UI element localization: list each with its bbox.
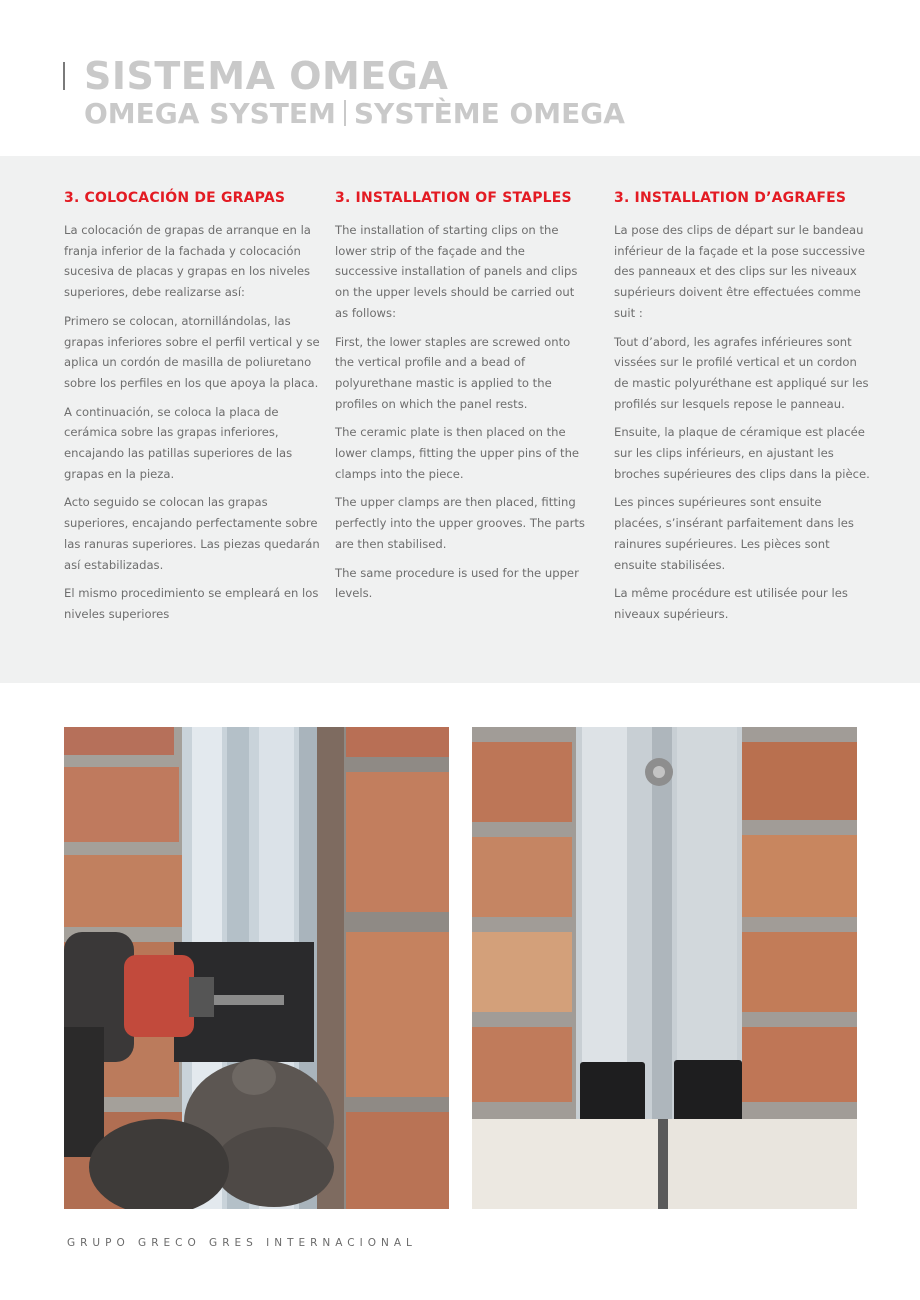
subtitle-french: SYSTÈME OMEGA	[353, 97, 625, 130]
paragraph: La même procédure est utilisée pour les niveaux supérieurs.	[614, 586, 848, 621]
heading-english: 3. INSTALLATION OF STAPLES	[335, 190, 572, 206]
brick-wall-right	[316, 727, 449, 1209]
paragraph: La pose des clips de départ sur le bandeau inférieur de la façade et la pose successive des panneaux et des clips sur les niveaux supérieurs doivent être effectuées comme suit :	[614, 223, 865, 320]
paragraph: Tout d’abord, les agrafes inférieures sont vissées sur le profilé vertical et un cordon de mastic polyuréthane est appliqué sur les profilés sur lesquels repose le panneau.	[614, 334, 869, 411]
paragraph: First, the lower staples are screwed onto the vertical profile and a bead of polyurethane mastic is applied to the profiles on which the panel rests.	[335, 334, 571, 411]
paragraph: The upper clamps are then placed, fitting perfectly into the upper grooves. The parts are then stabilised.	[335, 495, 585, 551]
clips-illustration	[472, 727, 857, 1209]
page-subtitle	[84, 97, 625, 130]
paragraph: The same procedure is used for the upper levels.	[335, 565, 579, 601]
paragraph: Les pinces supérieures sont ensuite placées, s’insérant parfaitement dans les rainures supérieures. Les pièces sont ensuite stabilisées.	[614, 495, 854, 572]
ceramic-panels	[472, 1119, 857, 1209]
paragraph: The installation of starting clips on the lower strip of the façade and the successive installation of panels and clips on the upper levels should be carried out as follows:	[335, 223, 578, 320]
page-header	[0, 0, 920, 156]
photo-installed-clips	[472, 727, 857, 1209]
title-accent-bar	[63, 62, 65, 90]
column-spanish	[64, 190, 322, 633]
subtitle-separator	[344, 100, 346, 126]
page-title: SISTEMA OMEGA	[84, 54, 449, 98]
subtitle-english: OMEGA SYSTEM	[84, 97, 336, 130]
column-french	[614, 190, 870, 633]
paragraph: A continuación, se coloca la placa de cerámica sobre las grapas inferiores, encajando las patillas superiores de las grapas en la pieza.	[64, 404, 293, 481]
screw	[204, 995, 284, 1005]
paragraph: La colocación de grapas de arranque en la franja inferior de la fachada y colocación sucesiva de placas y grapas en los niveles superiores, debe realizarse así:	[64, 223, 311, 300]
heading-spanish: 3. COLOCACIÓN DE GRAPAS	[64, 190, 286, 206]
paragraph: Ensuite, la plaque de céramique est placée sur les clips inférieurs, en ajustant les broches supérieures des clips dans la pièce.	[614, 425, 870, 481]
paragraph: El mismo procedimiento se empleará en los niveles superiores	[64, 586, 319, 621]
photo-drilling-clip	[64, 727, 449, 1209]
black-clip-left	[580, 1062, 645, 1127]
column-english	[335, 190, 591, 612]
heading-french: 3. INSTALLATION D’AGRAFES	[614, 190, 847, 206]
drilling-illustration	[64, 727, 449, 1209]
footer-company-name: GRUPO GRECO GRES INTERNACIONAL	[67, 1237, 417, 1249]
paragraph: The ceramic plate is then placed on the lower clamps, fitting the upper pins of the clamps into the piece.	[335, 425, 580, 481]
paragraph: Acto seguido se colocan las grapas superiores, encajando perfectamente sobre las ranuras superiores. Las piezas quedarán así estabilizadas.	[64, 495, 320, 572]
black-clip-right	[674, 1060, 742, 1127]
paragraph: Primero se colocan, atornillándolas, las grapas inferiores sobre el perfil vertical y se aplica un cordón de masilla de poliuretano sobre los perfiles en los que apoya la placa.	[64, 313, 320, 390]
